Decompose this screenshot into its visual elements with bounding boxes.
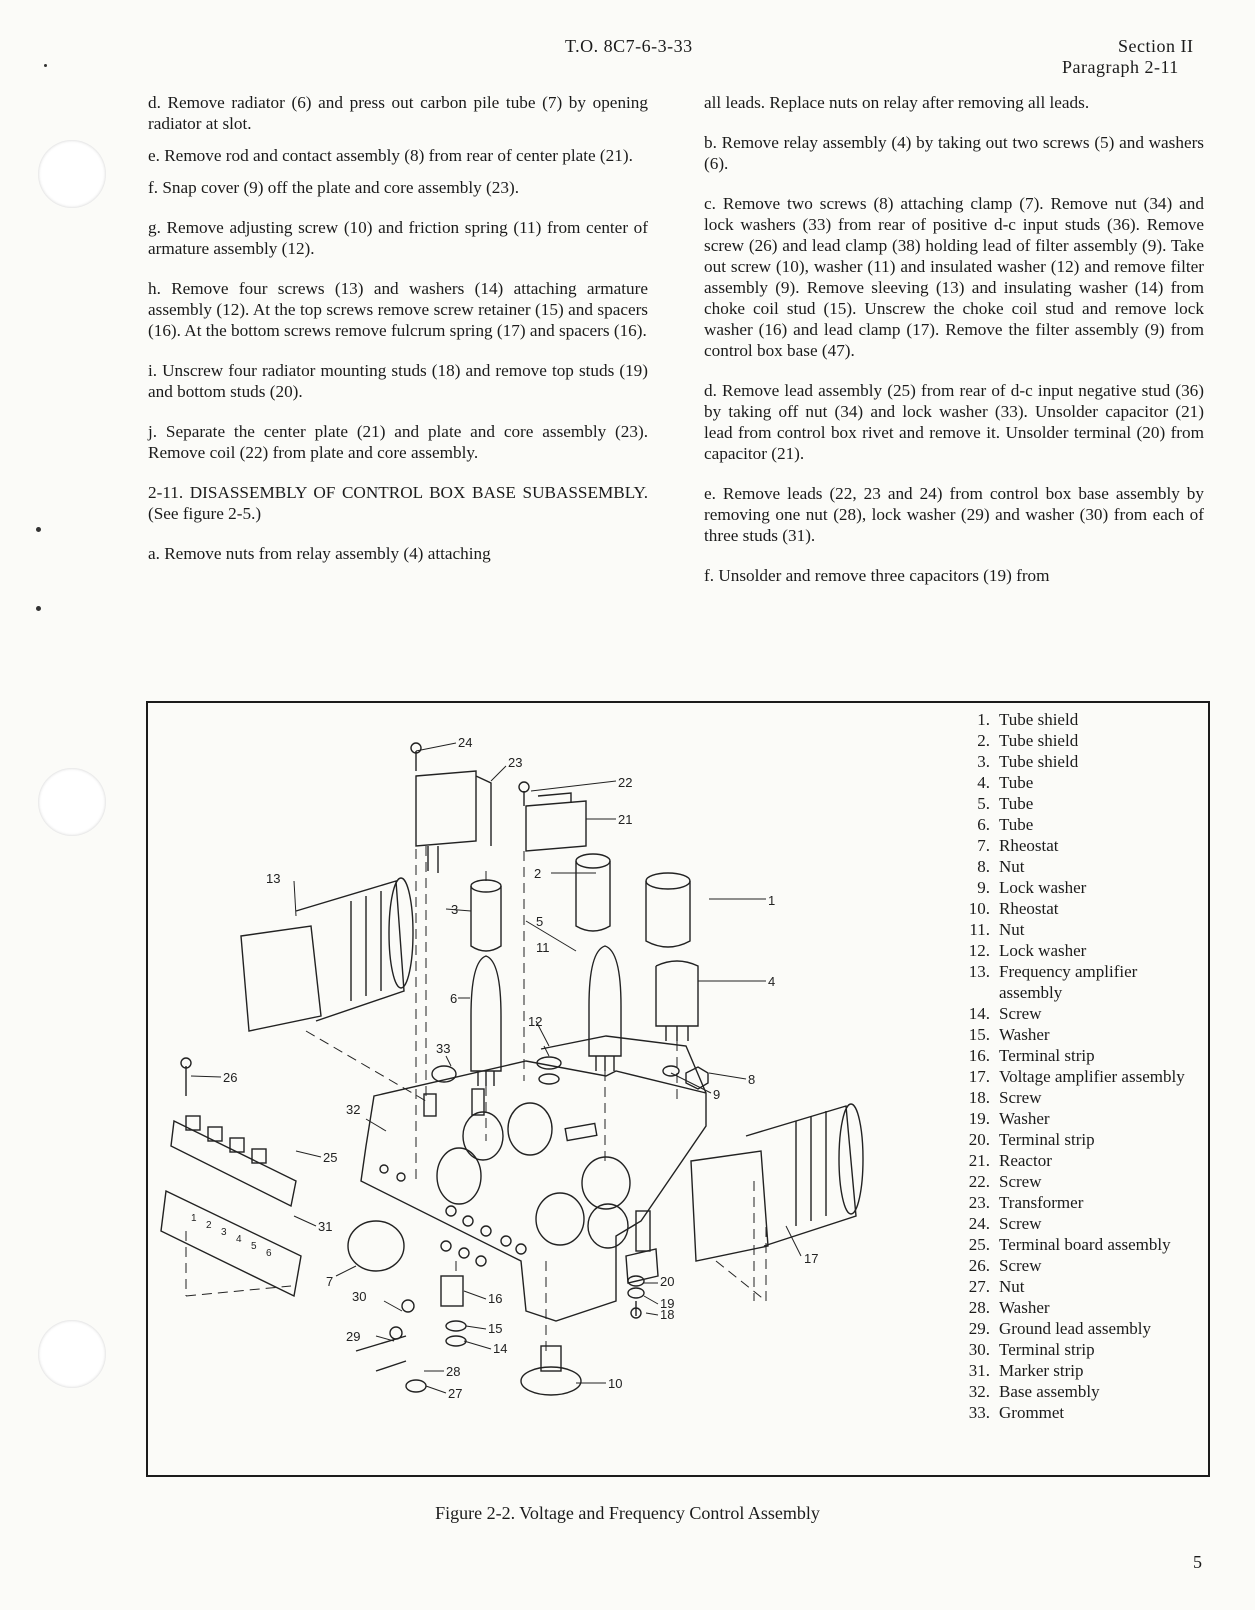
callout-11: 11 <box>536 940 550 955</box>
legend-item: 18. Screw <box>968 1088 1042 1107</box>
frequency-amplifier-drawing <box>241 878 413 1031</box>
legend-item: 1. Tube shield <box>977 710 1079 729</box>
step-j: j. Separate the center plate (21) and plate and core assembly (23). Remove coil (22) from plate and core assembly. <box>148 422 648 462</box>
marker-digit: 6 <box>266 1248 272 1259</box>
legend-item: 32. Base assembly <box>968 1382 1100 1401</box>
figure-caption: Figure 2-2. Voltage and Frequency Control Assembly <box>435 1503 820 1523</box>
tubes-drawing <box>471 854 698 1086</box>
punch-mark <box>36 606 41 611</box>
callout-15: 15 <box>488 1321 503 1336</box>
to-number: T.O. 8C7-6-3-33 <box>565 36 693 56</box>
legend-item: 4. Tube <box>977 773 1034 792</box>
section-label: Section II <box>1118 36 1194 56</box>
legend-item: 21. Reactor <box>968 1151 1052 1170</box>
callout-17: 17 <box>804 1251 819 1266</box>
marker-digit: 5 <box>251 1241 257 1252</box>
step-d-right: d. Remove lead assembly (25) from rear of d-c input negative stud (36) by taking off nut (34) and lock washer (33). Unsolder capacitor (21) lead from control box rivet and remove it. Unsolder terminal (20) from capacitor (21). <box>704 381 1204 463</box>
legend-item: 23. Transformer <box>968 1193 1084 1212</box>
callout-20: 20 <box>660 1274 675 1289</box>
callout-5: 5 <box>536 914 544 929</box>
callout-16: 16 <box>488 1291 503 1306</box>
step-a: a. Remove nuts from relay assembly (4) attaching <box>148 544 491 563</box>
callout-30: 30 <box>352 1289 367 1304</box>
step-i: i. Unscrew four radiator mounting studs (18) and remove top studs (19) and bottom studs (20). <box>148 361 648 401</box>
callout-25: 25 <box>323 1150 338 1165</box>
callout-29: 29 <box>346 1329 361 1344</box>
left-text-column <box>148 92 648 575</box>
callout-1: 1 <box>768 893 776 908</box>
step-f-right: f. Unsolder and remove three capacitors (19) from <box>704 566 1050 585</box>
section-heading-2-11: 2-11. DISASSEMBLY OF CONTROL BOX BASE SUBASSEMBLY. (See figure 2-5.) <box>148 483 648 523</box>
legend-item: 17. Voltage amplifier assembly <box>968 1067 1185 1086</box>
step-b: b. Remove relay assembly (4) by taking out two screws (5) and washers (6). <box>704 133 1204 173</box>
callout-21: 21 <box>618 812 633 827</box>
binder-hole-middle <box>38 768 106 836</box>
right-text-column <box>704 92 1204 597</box>
legend-item: 5. Tube <box>977 794 1034 813</box>
legend-item: 7. Rheostat <box>977 836 1059 855</box>
callout-23: 23 <box>508 755 523 770</box>
callout-26: 26 <box>223 1070 238 1085</box>
callout-7: 7 <box>326 1274 334 1289</box>
legend-item: 25. Terminal board assembly <box>968 1235 1171 1254</box>
legend-item: 30. Terminal strip <box>968 1340 1095 1359</box>
step-e: e. Remove rod and contact assembly (8) from rear of center plate (21). <box>148 146 633 165</box>
callout-19: 19 <box>660 1296 675 1311</box>
legend-item: 22. Screw <box>968 1172 1042 1191</box>
step-g: g. Remove adjusting screw (10) and friction spring (11) from center of armature assembly (12). <box>148 218 648 258</box>
exploded-view-drawing <box>146 701 926 1475</box>
marker-digit: 3 <box>221 1227 227 1238</box>
step-c: c. Remove two screws (8) attaching clamp (7). Remove nut (34) and lock washers (33) from rear of positive d-c input studs (36). Remove screw (26) and lead clamp (38) holding lead of filter assembly (9). Take out screw (10), washer (11) and insulated washer (12) and remove filter assembly (9). Remove sleeving (13) and insulating washer (14) from choke coil stud (15). Unscrew the choke coil stud and remove lock washer (16) and lead clamp (17). Remove the filter assembly (9) from control box base (47). <box>704 194 1204 360</box>
step-h: h. Remove four screws (13) and washers (14) attaching armature assembly (12). At the top screws remove screw retainer (15) and spacers (16). At the bottom screws remove fulcrum spring (17) and spacers (16). <box>148 279 648 340</box>
callout-27: 27 <box>448 1386 463 1401</box>
punch-mark <box>44 64 47 67</box>
voltage-amplifier-drawing <box>691 1104 863 1261</box>
callout-6: 6 <box>450 991 458 1006</box>
parts-legend <box>946 709 1202 1423</box>
binder-hole-bottom <box>38 1320 106 1388</box>
legend-item: 24. Screw <box>968 1214 1042 1233</box>
legend-item: 28. Washer <box>968 1298 1050 1317</box>
legend-item: 10. Rheostat <box>968 899 1059 918</box>
marker-digit: 4 <box>236 1234 242 1245</box>
callout-2: 2 <box>534 866 542 881</box>
legend-item: 31. Marker strip <box>968 1361 1084 1380</box>
callout-32: 32 <box>346 1102 361 1117</box>
legend-item: 15. Washer <box>968 1025 1050 1044</box>
callout-8: 8 <box>748 1072 756 1087</box>
callout-14: 14 <box>493 1341 508 1356</box>
legend-item: 9. Lock washer <box>977 878 1087 897</box>
page-number: 5 <box>1193 1552 1202 1572</box>
base-assembly-drawing <box>361 1036 706 1321</box>
callout-31: 31 <box>318 1219 333 1234</box>
small-parts-drawing <box>161 743 708 1395</box>
callout-12: 12 <box>528 1014 543 1029</box>
transformers-drawing <box>416 771 586 873</box>
callout-22: 22 <box>618 775 633 790</box>
callout-10: 10 <box>608 1376 623 1391</box>
legend-item: 26. Screw <box>968 1256 1042 1275</box>
legend-item: 6. Tube <box>977 815 1034 834</box>
legend-item: 3. Tube shield <box>977 752 1079 771</box>
callout-13: 13 <box>266 871 281 886</box>
marker-digit: 1 <box>191 1213 197 1224</box>
legend-item: 29. Ground lead assembly <box>968 1319 1152 1338</box>
legend-item: 20. Terminal strip <box>968 1130 1095 1149</box>
legend-item: 33. Grommet <box>968 1403 1065 1422</box>
legend-item: 8. Nut <box>977 857 1025 876</box>
callout-28: 28 <box>446 1364 461 1379</box>
legend-item: 19. Washer <box>968 1109 1050 1128</box>
callout-18: 18 <box>660 1307 675 1322</box>
punch-mark <box>36 527 41 532</box>
callout-4: 4 <box>768 974 776 989</box>
callout-9: 9 <box>713 1087 721 1102</box>
legend-item: 11. Nut <box>969 920 1025 939</box>
legend-item: 27. Nut <box>968 1277 1025 1296</box>
legend-item: 16. Terminal strip <box>968 1046 1095 1065</box>
step-e-right: e. Remove leads (22, 23 and 24) from control box base assembly by removing one nut (28), lock washer (29) and washer (30) from each of three studs (31). <box>704 484 1204 545</box>
callout-3: 3 <box>451 902 459 917</box>
callout-33: 33 <box>436 1041 451 1056</box>
legend-item: 13. Frequency amplifier assembly <box>968 962 1138 1002</box>
legend-item: 14. Screw <box>968 1004 1042 1023</box>
marker-digit: 2 <box>206 1220 212 1231</box>
binder-hole-top <box>38 140 106 208</box>
step-d: d. Remove radiator (6) and press out carbon pile tube (7) by opening radiator at slot. <box>148 93 648 133</box>
callout-24: 24 <box>458 735 473 750</box>
step-a-continued: all leads. Replace nuts on relay after removing all leads. <box>704 93 1090 112</box>
legend-item: 12. Lock washer <box>968 941 1087 960</box>
paragraph-label: Paragraph 2-11 <box>1062 57 1179 77</box>
legend-item: 2. Tube shield <box>977 731 1079 750</box>
step-f: f. Snap cover (9) off the plate and core assembly (23). <box>148 178 519 197</box>
